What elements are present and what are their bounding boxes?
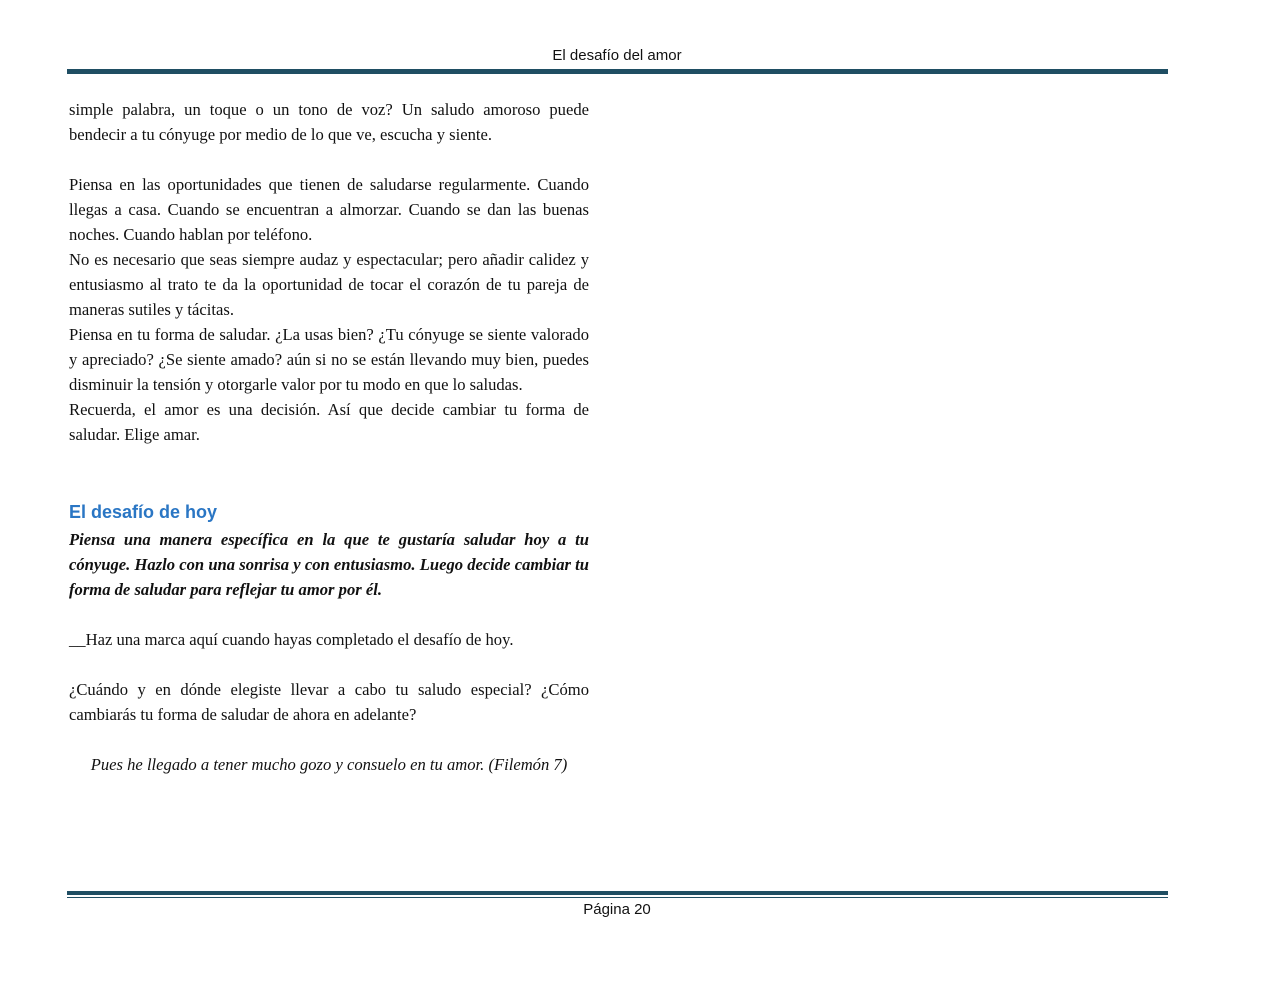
bible-verse: Pues he llegado a tener mucho gozo y consuelo en tu amor. (Filemón 7) — [90, 755, 568, 774]
header-rule — [67, 69, 1168, 76]
body-paragraph-2: Piensa en las oportunidades que tienen de saludarse regularmente. Cuando llegas a casa. Cuando se encuentran a almorzar. Cuando se dan las buenas noches. Cuando hablan por teléfono. — [69, 175, 589, 244]
body-paragraph-1: simple palabra, un toque o un tono de voz? Un saludo amoroso puede bendecir a tu cónyuge por medio de lo que ve, escucha y siente. — [69, 100, 589, 144]
running-header: El desafío del amor — [552, 47, 682, 64]
section-heading: El desafío de hoy — [69, 502, 218, 522]
reflection-questions: ¿Cuándo y en dónde elegiste llevar a cabo tu saludo especial? ¿Cómo cambiarás tu forma de saludar de ahora en adelante? — [69, 680, 589, 724]
paragraph-spacer — [69, 147, 589, 172]
body-paragraph-4: Piensa en tu forma de saludar. ¿La usas bien? ¿Tu cónyuge se siente valorado y apreciado? ¿Se siente amado? aún si no se están llevando muy bien, puedes disminuir la tensión y otorgarle valor por tu modo en que lo saludas. — [69, 325, 589, 394]
checkmark-line: __Haz una marca aquí cuando hayas completado el desafío de hoy. — [69, 630, 514, 649]
section-spacer — [69, 447, 589, 497]
footer-rule — [67, 891, 1168, 898]
paragraph-spacer — [69, 602, 589, 627]
page-number: Página 20 — [583, 901, 651, 918]
header-rule-thin — [67, 73, 1168, 74]
text-column — [69, 97, 589, 777]
footer-rule-thin — [67, 897, 1168, 898]
challenge-text: Piensa una manera específica en la que te gustaría saludar hoy a tu cónyuge. Hazlo con una sonrisa y con entusiasmo. Luego decide cambiar tu forma de saludar para reflejar tu amor por él. — [69, 530, 589, 599]
body-paragraph-5: Recuerda, el amor es una decisión. Así que decide cambiar tu forma de saludar. Elige amar. — [69, 400, 589, 444]
paragraph-spacer — [69, 727, 589, 752]
paragraph-spacer — [69, 652, 589, 677]
body-paragraph-3: No es necesario que seas siempre audaz y espectacular; pero añadir calidez y entusiasmo al trato te da la oportunidad de tocar el corazón de tu pareja de maneras sutiles y tácitas. — [69, 250, 589, 319]
footer-rule-thick — [67, 891, 1168, 895]
